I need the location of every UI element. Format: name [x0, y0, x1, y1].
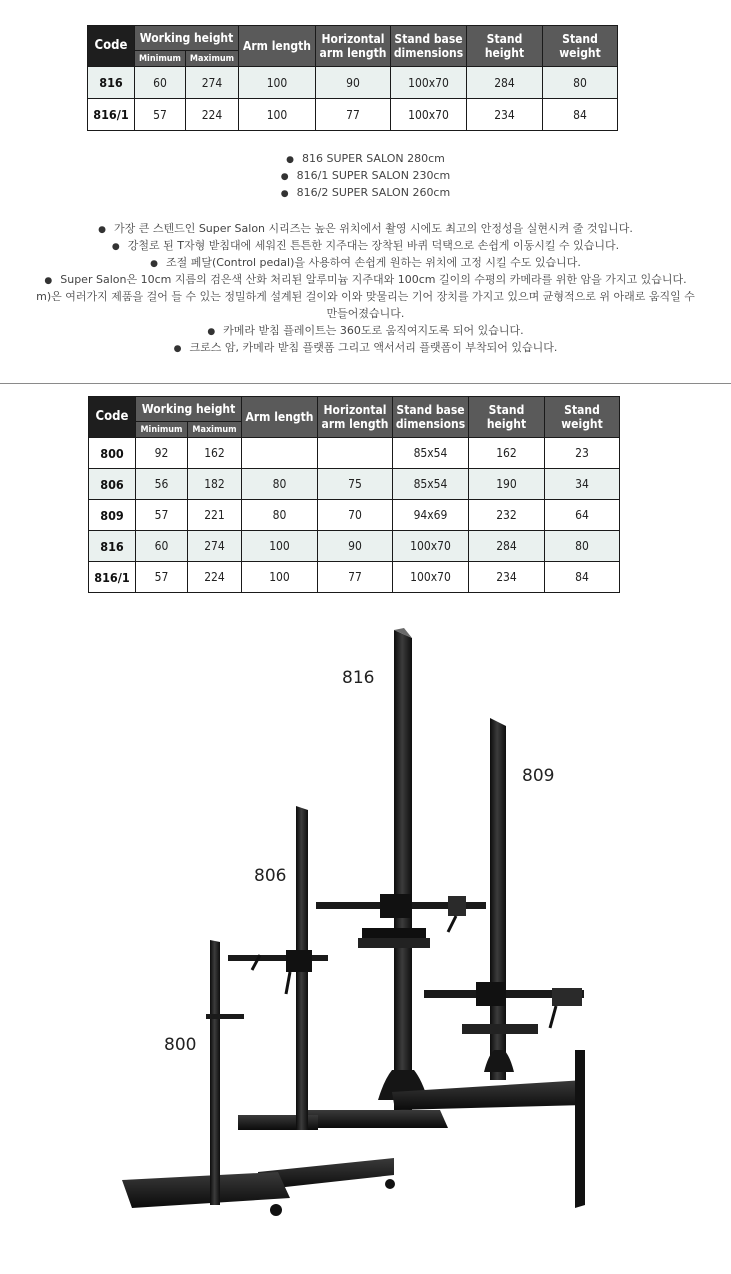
header-stand-weight: Stand weight — [545, 397, 620, 438]
header-stand-height: Stand height — [467, 26, 543, 67]
cell-weight: 64 — [545, 500, 620, 531]
header-stand-weight: Stand weight — [543, 26, 618, 67]
header-arm-length: Arm length — [242, 397, 318, 438]
cell-base: 94x69 — [393, 500, 469, 531]
table-row — [89, 469, 620, 500]
cell-min: 92 — [136, 438, 188, 469]
bullet-icon: ● — [98, 225, 106, 235]
cell-base: 85x54 — [393, 438, 469, 469]
header-code: Code — [89, 397, 136, 438]
cell-weight: 84 — [543, 99, 618, 131]
header-code: Code — [88, 26, 135, 67]
cell-base: 100x70 — [393, 562, 469, 593]
cell-height: 162 — [469, 438, 545, 469]
stand-label-806: 806 — [254, 866, 287, 886]
feature-item: ● 카메라 받침 플레이트는 360도로 움직여지도록 되어 있습니다. — [207, 324, 524, 337]
bullet-icon: ● — [173, 344, 182, 354]
cell-max: 162 — [188, 438, 242, 469]
cell-arm: 80 — [242, 500, 318, 531]
cell-max: 274 — [188, 531, 242, 562]
cell-base: 100x70 — [391, 67, 467, 99]
bullet-icon: ● — [111, 242, 120, 252]
cell-code: 816/1 — [89, 562, 136, 593]
bullet-icon: ● — [280, 172, 289, 182]
cell-weight: 34 — [545, 469, 620, 500]
stand-label-816: 816 — [342, 668, 375, 688]
header-horizontal-arm-length: Horizontal arm length — [316, 26, 391, 67]
header-working-height: Working height — [135, 26, 239, 51]
cell-max: 224 — [186, 99, 239, 131]
cell-height: 232 — [469, 500, 545, 531]
table-row — [89, 531, 620, 562]
cell-base: 100x70 — [393, 531, 469, 562]
cell-min: 60 — [136, 531, 188, 562]
stand-816 — [300, 628, 486, 1128]
cell-min: 57 — [135, 99, 186, 131]
bullet-icon: ● — [280, 189, 289, 199]
cell-code: 816/1 — [88, 99, 135, 131]
header-stand-base: Stand base dimensions — [393, 397, 469, 438]
cell-max: 221 — [188, 500, 242, 531]
table-row — [88, 67, 618, 99]
table-row — [89, 500, 620, 531]
cell-height: 284 — [467, 67, 543, 99]
cell-harm: 75 — [318, 469, 393, 500]
cell-harm: 90 — [316, 67, 391, 99]
bullet-icon: ● — [150, 259, 158, 269]
spec-table-super-salon — [87, 25, 618, 131]
feature-item: ● 강철로 된 T자형 받침대에 세워진 튼튼한 지주대는 장착된 바퀴 덕택으로 손쉽게 이동시킬 수 있습니다. — [111, 239, 620, 252]
header-arm-length: Arm length — [239, 26, 316, 67]
studio-stands-illustration — [0, 610, 731, 1260]
model-item: ● 816/2 SUPER SALON 260cm — [280, 186, 451, 199]
cell-code: 800 — [89, 438, 136, 469]
cell-harm: 77 — [316, 99, 391, 131]
feature-item-continued: m)은 여러가지 제품을 걸어 들 수 있는 정밀하게 설계된 걸이와 이와 맞물리는 기어 장치를 가지고 있으며 균형적으로 위 아래로 움직일 수 — [36, 290, 695, 303]
cell-weight: 23 — [545, 438, 620, 469]
header-horizontal-arm-length: Horizontal arm length — [318, 397, 393, 438]
cell-base: 85x54 — [393, 469, 469, 500]
stand-label-800: 800 — [164, 1035, 197, 1055]
cell-height: 234 — [467, 99, 543, 131]
cell-harm — [318, 438, 393, 469]
header-working-height: Working height — [136, 397, 242, 422]
cell-arm — [242, 438, 318, 469]
cell-arm: 100 — [242, 562, 318, 593]
header-minimum: Minimum — [135, 51, 186, 67]
bullet-icon: ● — [207, 327, 216, 337]
cell-min: 57 — [136, 562, 188, 593]
cell-arm: 100 — [239, 99, 316, 131]
feature-item: ● 크로스 암, 카메라 받침 플랫폼 그리고 액서서리 플랫폼이 부착되어 있습니다. — [173, 341, 558, 354]
cell-code: 806 — [89, 469, 136, 500]
cell-code: 816 — [89, 531, 136, 562]
bullet-icon: ● — [286, 155, 294, 165]
cell-height: 234 — [469, 562, 545, 593]
cell-max: 224 — [188, 562, 242, 593]
divider — [0, 383, 731, 384]
cell-weight: 80 — [543, 67, 618, 99]
table-row — [88, 99, 618, 131]
feature-item: ● 조절 페달(Control pedal)을 사용하여 손쉽게 원하는 위치에 고정 시킬 수도 있습니다. — [150, 256, 581, 269]
header-stand-base: Stand base dimensions — [391, 26, 467, 67]
header-maximum: Maximum — [188, 422, 242, 438]
cell-harm: 77 — [318, 562, 393, 593]
cell-min: 57 — [136, 500, 188, 531]
feature-item-continued: 만들어졌습니다. — [326, 307, 405, 320]
header-maximum: Maximum — [186, 51, 239, 67]
header-minimum: Minimum — [136, 422, 188, 438]
cell-harm: 70 — [318, 500, 393, 531]
cell-height: 284 — [469, 531, 545, 562]
stand-806 — [228, 806, 394, 1190]
cell-base: 100x70 — [391, 99, 467, 131]
cell-arm: 100 — [239, 67, 316, 99]
cell-min: 56 — [136, 469, 188, 500]
model-item: ● 816/1 SUPER SALON 230cm — [280, 169, 451, 182]
cell-arm: 80 — [242, 469, 318, 500]
cell-weight: 84 — [545, 562, 620, 593]
cell-max: 182 — [188, 469, 242, 500]
cell-code: 816 — [88, 67, 135, 99]
cell-code: 809 — [89, 500, 136, 531]
table-row — [89, 562, 620, 593]
spec-table-all-stands — [88, 396, 620, 593]
bullet-icon: ● — [44, 276, 53, 286]
cell-arm: 100 — [242, 531, 318, 562]
cell-min: 60 — [135, 67, 186, 99]
table-row — [89, 438, 620, 469]
model-item: ● 816 SUPER SALON 280cm — [286, 152, 445, 165]
stand-809 — [392, 718, 585, 1208]
cell-max: 274 — [186, 67, 239, 99]
cell-height: 190 — [469, 469, 545, 500]
header-stand-height: Stand height — [469, 397, 545, 438]
feature-item: ● 가장 큰 스텐드인 Super Salon 시리즈는 높은 위치에서 촬영 시에도 최고의 안정성을 실현시켜 줄 것입니다. — [98, 222, 633, 235]
cell-weight: 80 — [545, 531, 620, 562]
feature-item: ● Super Salon은 10cm 지름의 검은색 산화 처리된 알루미늄 지주대와 100cm 길이의 수평의 카메라를 위한 암을 가지고 있습니다. — [44, 273, 687, 286]
stand-label-809: 809 — [522, 766, 555, 786]
cell-harm: 90 — [318, 531, 393, 562]
